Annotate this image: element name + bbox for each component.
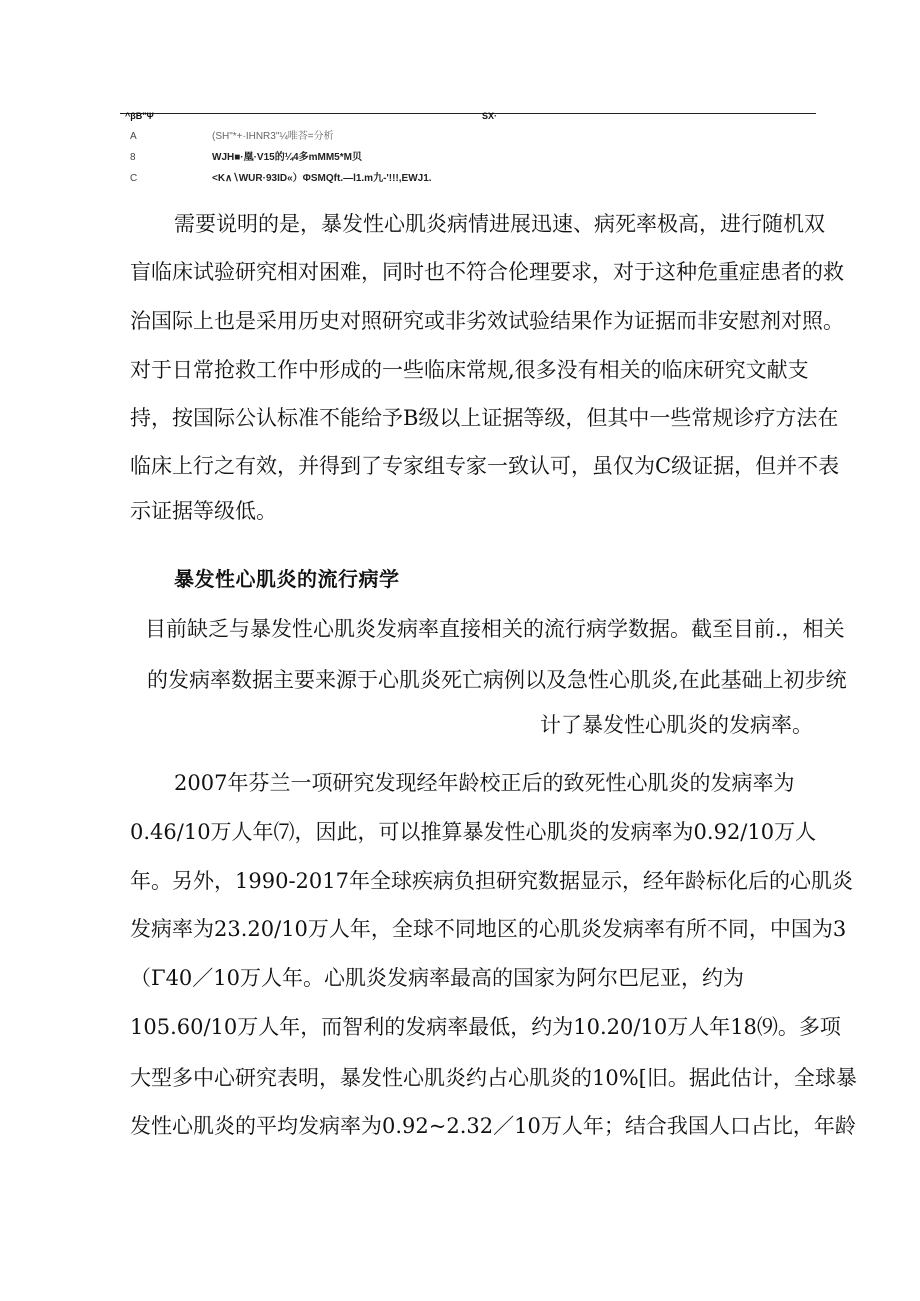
evidence-description: <K∧∖WUR·93ID«）ΦSMQft.—l1.m九-'!!!,EWJ1. — [212, 173, 432, 184]
text-line: 105.60/10万人年，而智利的发病率最低，约为10.20/10万人年18⑼。多项 — [130, 1015, 841, 1039]
text-line: 临床上行之有效，并得到了专家组专家一致认可，虽仅为C级证据，但并不表 — [130, 454, 840, 478]
text-line: 盲临床试验研究相对困难，同时也不符合伦理要求，对于这种危重症患者的救 — [130, 260, 844, 284]
text-line: 发病率为23.20/10万人年，全球不同地区的心肌炎发病率有所不同，中国为3 — [130, 917, 847, 941]
text-line: 目前缺乏与暴发性心肌炎发病率直接相关的流行病学数据。截至目前.，相关 — [145, 617, 845, 641]
evidence-description: (SH"*+·IHNR3"¼唯荅=分析 — [212, 131, 334, 142]
text-line: 2007年芬兰一项研究发现经年龄校正后的致死性心肌炎的发病率为 — [174, 771, 795, 795]
text-line: 计了暴发性心肌炎的发病率。 — [540, 713, 813, 737]
text-line: 的发病率数据主要来源于心肌炎死亡病例以及急性心肌炎,在此基础上初步统 — [147, 668, 847, 692]
table-row — [120, 147, 816, 168]
text-line: 0.46/10万人年⑺，因此，可以推算暴发性心肌炎的发病率为0.92/10万人 — [130, 820, 817, 844]
table-header-col1: ^βB"Ψ — [125, 111, 154, 121]
evidence-description: WJH■·凰·V15的¼4多mMM5*M贝 — [212, 152, 362, 163]
evidence-grade: A — [130, 131, 137, 142]
table-row — [120, 126, 816, 147]
text-line: 需要说明的是，暴发性心肌炎病情进展迅速、病死率极高，进行随机双 — [174, 212, 825, 236]
evidence-level-table — [120, 113, 816, 189]
text-line: 对于日常抢救工作中形成的一些临床常规,很多没有相关的临床研究文献支 — [130, 358, 809, 382]
text-line: 年。另外，1990-2017年全球疾病负担研究数据显示，经年龄标化后的心肌炎 — [130, 869, 853, 893]
table-header — [120, 106, 816, 120]
text-line: 发性心肌炎的平均发病率为0.92~2.32／10万人年；结合我国人口占比，年龄 — [130, 1114, 856, 1138]
text-line: 示证据等级低。 — [130, 499, 277, 523]
text-line: 大型多中心研究表明，暴发性心肌炎约占心肌炎的10%[旧。据此估计，全球暴 — [130, 1066, 857, 1090]
table-header-col2: SX· — [482, 111, 498, 121]
evidence-grade: 8 — [130, 152, 136, 163]
text-line: 持，按国际公认标准不能给予B级以上证据等级，但其中一些常规诊疗方法在 — [130, 406, 839, 430]
table-row — [120, 168, 816, 189]
text-line: （Γ40／10万人年。心肌炎发病率最高的国家为阿尔巴尼亚，约为 — [130, 966, 745, 990]
evidence-grade: C — [130, 173, 138, 184]
text-line: 治国际上也是采用历史对照研究或非劣效试验结果作为证据而非安慰剂对照。 — [130, 309, 844, 333]
section-heading: 暴发性心肌炎的流行病学 — [174, 567, 400, 591]
